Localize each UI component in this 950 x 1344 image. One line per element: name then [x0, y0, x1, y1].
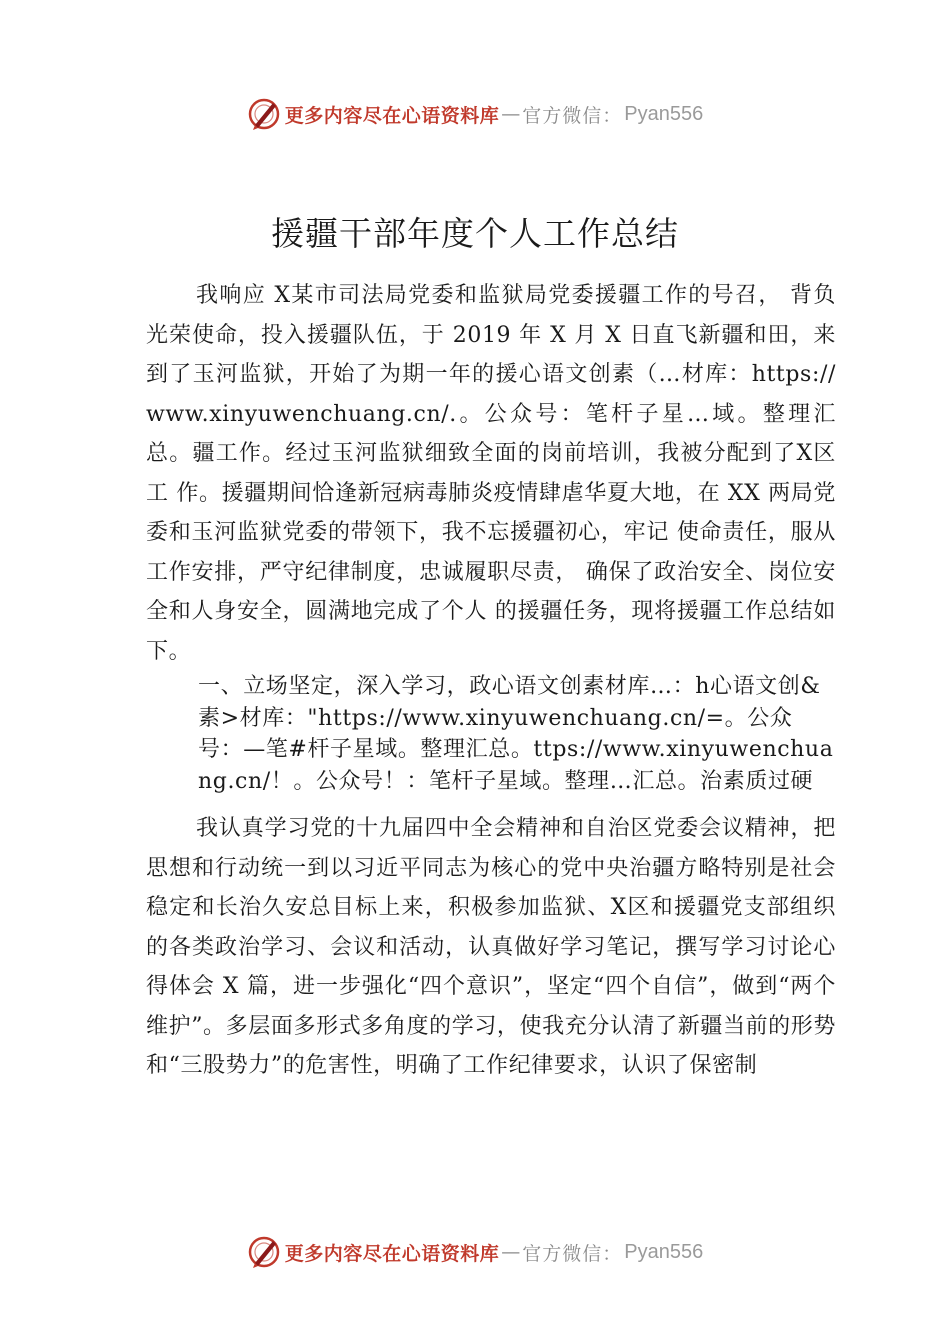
footer-official-label: 官方微信：: [522, 1242, 623, 1265]
banner-wechat-id: Pyan556: [624, 102, 704, 125]
banner-official-label: 官方微信：: [522, 104, 623, 127]
banner-brand-text: 更多内容尽在心语资料库: [284, 104, 500, 127]
footer-watermark-banner: [0, 1232, 950, 1272]
header-watermark-banner: [0, 94, 950, 134]
document-title: 援疆干部年度个人工作总结: [271, 214, 679, 254]
pen-logo-icon: [247, 97, 281, 131]
document-body: [146, 276, 836, 1086]
section-heading-1: 一、立场坚定，深入学习，政心语文创素材库…：h心语文创&素>材库："https://www.xinyuwenchuang.cn/=。公众号：—笔#杆子星域。整理汇总。ttps://www.xinyuwenchuang.cn/！。公众号！：笔杆子星域。整理…汇总。治素质过硬: [198, 674, 834, 794]
pen-logo-icon: [247, 1235, 281, 1269]
body-paragraph-1: 我响应 X某市司法局党委和监狱局党委援疆工作的号召， 背负光荣使命，投入援疆队伍，于 2019 年 X 月 X 日直飞新疆和田，来到了玉河监狱，开始了为期一年的援心语文创素（…材库：https://www.xinyuwenchuang.cn/.。公众号：笔杆子星…域。整理汇总。疆工作。经过玉河监狱细致全面的岗前培训，我被分配到了X区工 作。援疆期间恰逢新冠病毒肺炎疫情肆虐华夏大地，在 XX 两局党委和玉河监狱党委的带领下，我不忘援疆初心，牢记 使命责任，服从工作安排，严守纪律制度，忠诚履职尽责， 确保了政治安全、岗位安全和人身安全，圆满地完成了个人 的援疆任务，现将援疆工作总结如下。: [146, 283, 836, 664]
banner-separator: —: [501, 103, 521, 125]
body-paragraph-2: 我认真学习党的十九届四中全会精神和自治区党委会议精神，把思想和行动统一到以习近平同志为核心的党中央治疆方略特别是社会稳定和长治久安总目标上来，积极参加监狱、X区和援疆党支部组织的各类政治学习、会议和活动，认真做好学习笔记，撰写学习讨论心得体会 X 篇，进一步强化“四个意识”，坚定“四个自信”，做到“两个维护”。多层面多形式多角度的学习，使我充分认清了新疆当前的形势和“三股势力”的危害性，明确了工作纪律要求，认识了保密制: [146, 816, 836, 1078]
footer-wechat-id: Pyan556: [624, 1240, 704, 1263]
footer-separator: —: [501, 1241, 521, 1263]
footer-brand-text: 更多内容尽在心语资料库: [284, 1242, 500, 1265]
